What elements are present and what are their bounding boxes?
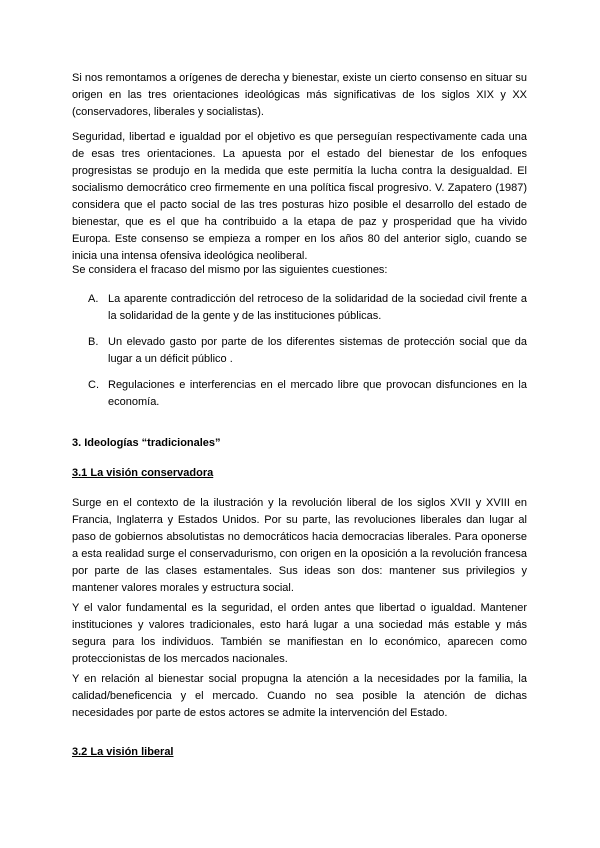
list-item-b — [88, 334, 527, 368]
list-marker: C. — [88, 379, 99, 391]
paragraph-failure-intro: Se considera el fracaso del mismo por las siguientes cuestiones: — [72, 264, 388, 276]
paragraph-conservative-values: Y el valor fundamental es la seguridad, el orden antes que libertad o igualdad. Mantener instituciones y valores tradicionales, esto hará lugar a una sociedad más estable y más segura para los individuos. También se manifiestan en lo económico, aparecen como proteccionistas de los mercados nacionales. — [72, 602, 527, 665]
subsection-heading-conservadora: 3.1 La visión conservadora — [72, 467, 214, 479]
list-item-text: Regulaciones e interferencias en el mercado libre que provocan disfunciones en la economía. — [108, 379, 527, 408]
paragraph-origins: Si nos remontamos a orígenes de derecha y bienestar, existe un cierto consenso en situar su origen en las tres orientaciones ideológicas más significativas de los siglos XIX y XX (conservadores, liberales y socialistas). — [72, 72, 527, 118]
list-marker: A. — [88, 293, 99, 305]
paragraph-values: Seguridad, libertad e igualdad por el objetivo es que perseguían respectivamente cada una de esas tres orientaciones. La apuesta por el estado del bienestar de los enfoques progresistas se produjo en la medida que este permitía la lucha contra la desigualdad. El socialismo democrático creo firmemente en una política fiscal progresivo. V. Zapatero (1987) considera que el pacto social de las tres posturas hizo posible el desarrollo del estado de bienestar, que es el que ha contribuido a la etapa de paz y prosperidad que ha vivido Europa. Este consenso se empieza a romper en los años 80 del anterior siglo, cuando se inicia una intensa ofensiva ideológica neoliberal. — [72, 131, 527, 262]
list-item-c — [88, 377, 527, 411]
list-marker: B. — [88, 336, 99, 348]
list-item-text: La aparente contradicción del retroceso de la solidaridad de la sociedad civil frente a la solidaridad de la gente y de las instituciones públicas. — [108, 293, 527, 322]
subsection-heading-liberal: 3.2 La visión liberal — [72, 746, 174, 758]
paragraph-conservative-welfare: Y en relación al bienestar social propugna la atención a la necesidades por la familia, la calidad/beneficencia y el mercado. Cuando no sea posible la atención de dichas necesidades por parte de estos actores se admite la intervención del Estado. — [72, 673, 527, 719]
list-item-text: Un elevado gasto por parte de los diferentes sistemas de protección social que da lugar a un déficit público . — [108, 336, 527, 365]
section-heading: 3. Ideologías “tradicionales” — [72, 437, 221, 449]
list-item-a — [88, 291, 527, 325]
paragraph-conservative-context: Surge en el contexto de la ilustración y la revolución liberal de los siglos XVII y XVIII en Francia, Inglaterra y Estados Unidos. Por su parte, las revoluciones liberales dan lugar al paso de gobiernos absolutistas no democráticos hacia democracias liberales. Para oponerse a esta realidad surge el conservadurismo, con origen en la oposición a la revolución francesa por parte de las clases estamentales. Sus ideas son dos: mantener sus privilegios y mantener valores morales y estructura social. — [72, 497, 527, 594]
